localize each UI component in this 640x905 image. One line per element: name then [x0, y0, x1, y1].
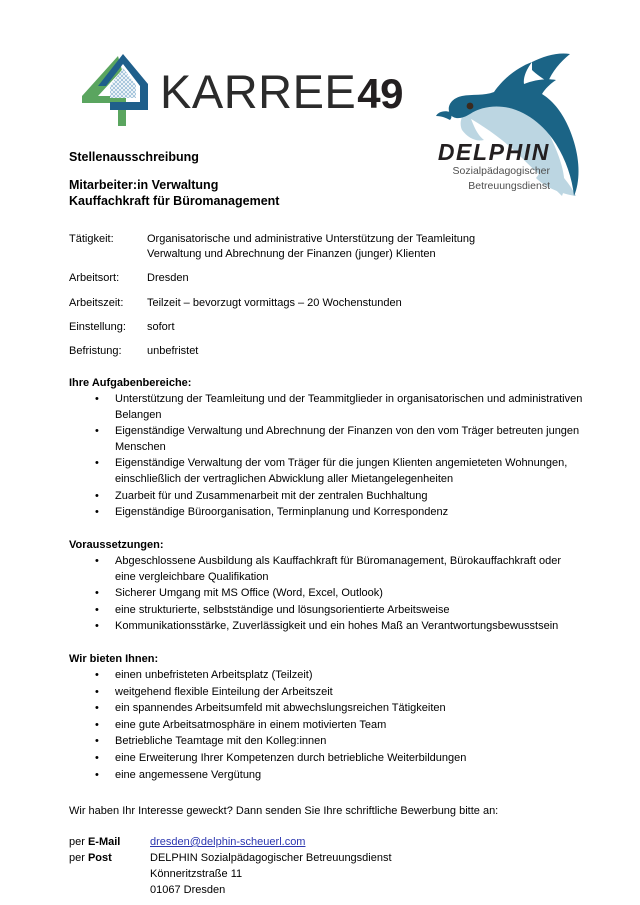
contact-row-city — [69, 883, 640, 899]
job-title — [69, 178, 279, 209]
list-item: • eine angemessene Vergütung — [69, 768, 584, 784]
contact-prefix: per — [69, 835, 85, 848]
karree-number: 49 — [357, 69, 403, 117]
job-facts-table — [69, 232, 579, 359]
fact-value-line2: Verwaltung und Abrechnung der Finanzen (junger) Klienten — [147, 248, 436, 261]
dolphin-eye — [467, 103, 474, 110]
contact-value-street — [150, 867, 242, 883]
document-heading: Stellenausschreibung — [69, 150, 199, 164]
email-link[interactable]: dresden@delphin-scheuerl.com — [150, 835, 306, 848]
list-item: • Eigenständige Verwaltung der vom Träger für die jungen Klienten angemieteten Wohnungen, einschließlich der vertraglichen Abwicklung aller Mietangelegenheiten — [69, 456, 584, 487]
contact-label-email — [69, 835, 150, 851]
fact-row — [69, 320, 579, 335]
dolphin-dorsal-fin — [532, 53, 570, 82]
postal-city: 01067 Dresden — [150, 883, 226, 896]
delphin-wordmark — [410, 140, 550, 194]
contact-spacer — [69, 883, 150, 899]
list-item: • Zuarbeit für und Zusammenarbeit mit der zentralen Buchhaltung — [69, 489, 584, 505]
list-item: • weitgehend flexible Einteilung der Arbeitszeit — [69, 685, 584, 701]
contact-value-post — [150, 851, 392, 867]
delphin-logo — [410, 44, 610, 199]
contact-label-post — [69, 851, 150, 867]
fact-label: Arbeitszeit: — [69, 296, 124, 309]
list-item: • Eigenständige Verwaltung und Abrechnung der Finanzen von den vom Träger betreuten jungen Menschen — [69, 424, 584, 455]
delphin-name: DELPHIN — [437, 139, 550, 165]
contact-spacer — [69, 867, 150, 883]
karree-name: KARREE — [160, 64, 357, 118]
bullet-list — [69, 392, 584, 521]
contact-prefix: per — [69, 851, 85, 864]
fact-row — [69, 344, 579, 359]
postal-organisation: DELPHIN Sozialpädagogischer Betreuungsdienst — [150, 851, 392, 864]
contact-row-post — [69, 851, 640, 867]
dolphin-snout — [436, 111, 452, 120]
closing-paragraph: Wir haben Ihr Interesse geweckt? Dann senden Sie Ihre schriftliche Bewerbung bitte an: — [69, 805, 499, 818]
bullet-list — [69, 554, 584, 635]
document-body — [0, 232, 640, 899]
karree-mark-icon — [78, 52, 154, 130]
contact-row-street — [69, 867, 640, 883]
postal-street: Könneritzstraße 11 — [150, 867, 243, 880]
fact-label: Arbeitsort: — [69, 272, 120, 285]
delphin-subtitle-line1: Sozialpädagogischer — [452, 165, 550, 178]
contact-channel-post: Post — [87, 851, 112, 864]
list-item: • eine gute Arbeitsatmosphäre in einem motivierten Team — [69, 718, 584, 734]
list-item: • Sicherer Umgang mit MS Office (Word, Excel, Outlook) — [69, 586, 584, 602]
section-title: Voraussetzungen: — [69, 538, 164, 551]
list-item: • einen unbefristeten Arbeitsplatz (Teilzeit) — [69, 668, 584, 684]
fact-label: Befristung: — [69, 344, 122, 357]
contact-value-email — [150, 835, 305, 851]
section-voraussetzungen — [69, 539, 584, 635]
list-item: • Kommunikationsstärke, Zuverlässigkeit und ein hohes Maß an Verantwortungsbewusstsein — [69, 619, 584, 635]
list-item: • ein spannendes Arbeitsumfeld mit abwechslungsreichen Tätigkeiten — [69, 701, 584, 717]
document-header — [0, 0, 640, 208]
list-item: • Betriebliche Teamtage mit den Kolleg:innen — [69, 734, 584, 750]
fact-value: unbefristet — [147, 344, 199, 357]
list-item: • Abgeschlossene Ausbildung als Kauffachkraft für Büromanagement, Bürokauffachkraft oder eine vergleichbare Qualifikation — [69, 554, 584, 585]
fact-row — [69, 232, 579, 262]
list-item: • Unterstützung der Teamleitung und der Teammitglieder in organisatorischen und administrativen Belangen — [69, 392, 584, 423]
fact-label: Einstellung: — [69, 320, 126, 333]
fact-value — [147, 232, 579, 262]
karree49-logo — [78, 52, 403, 130]
fact-value-line1: Organisatorische und administrative Unterstützung der Teamleitung — [147, 233, 476, 245]
fact-value: Dresden — [147, 272, 189, 285]
fact-label: Tätigkeit: — [69, 233, 114, 245]
job-title-line1: Mitarbeiter:in Verwaltung — [69, 178, 219, 192]
contact-block — [69, 835, 640, 899]
job-title-line2: Kauffachkraft für Büromanagement — [69, 193, 280, 208]
list-item: • eine Erweiterung Ihrer Kompetenzen durch betriebliche Weiterbildungen — [69, 751, 584, 767]
list-item: • eine strukturierte, selbstständige und lösungsorientierte Arbeitsweise — [69, 603, 584, 619]
contact-value-city — [150, 883, 225, 899]
fact-row — [69, 296, 579, 311]
delphin-subtitle-line2: Betreuungsdienst — [468, 180, 550, 192]
list-item: • Eigenständige Büroorganisation, Terminplanung und Korrespondenz — [69, 505, 584, 521]
section-wir-bieten — [69, 653, 584, 783]
contact-row-email — [69, 835, 640, 851]
karree-wordmark — [160, 64, 403, 118]
fact-row — [69, 271, 579, 286]
section-title: Ihre Aufgabenbereiche: — [69, 377, 192, 390]
bullet-list — [69, 668, 584, 783]
section-aufgabenbereiche — [69, 377, 584, 521]
fact-value: Teilzeit – bevorzugt vormittags – 20 Wochenstunden — [147, 296, 402, 309]
section-title: Wir bieten Ihnen: — [69, 652, 159, 665]
fact-value: sofort — [147, 320, 175, 333]
contact-channel-email: E-Mail — [87, 835, 121, 848]
